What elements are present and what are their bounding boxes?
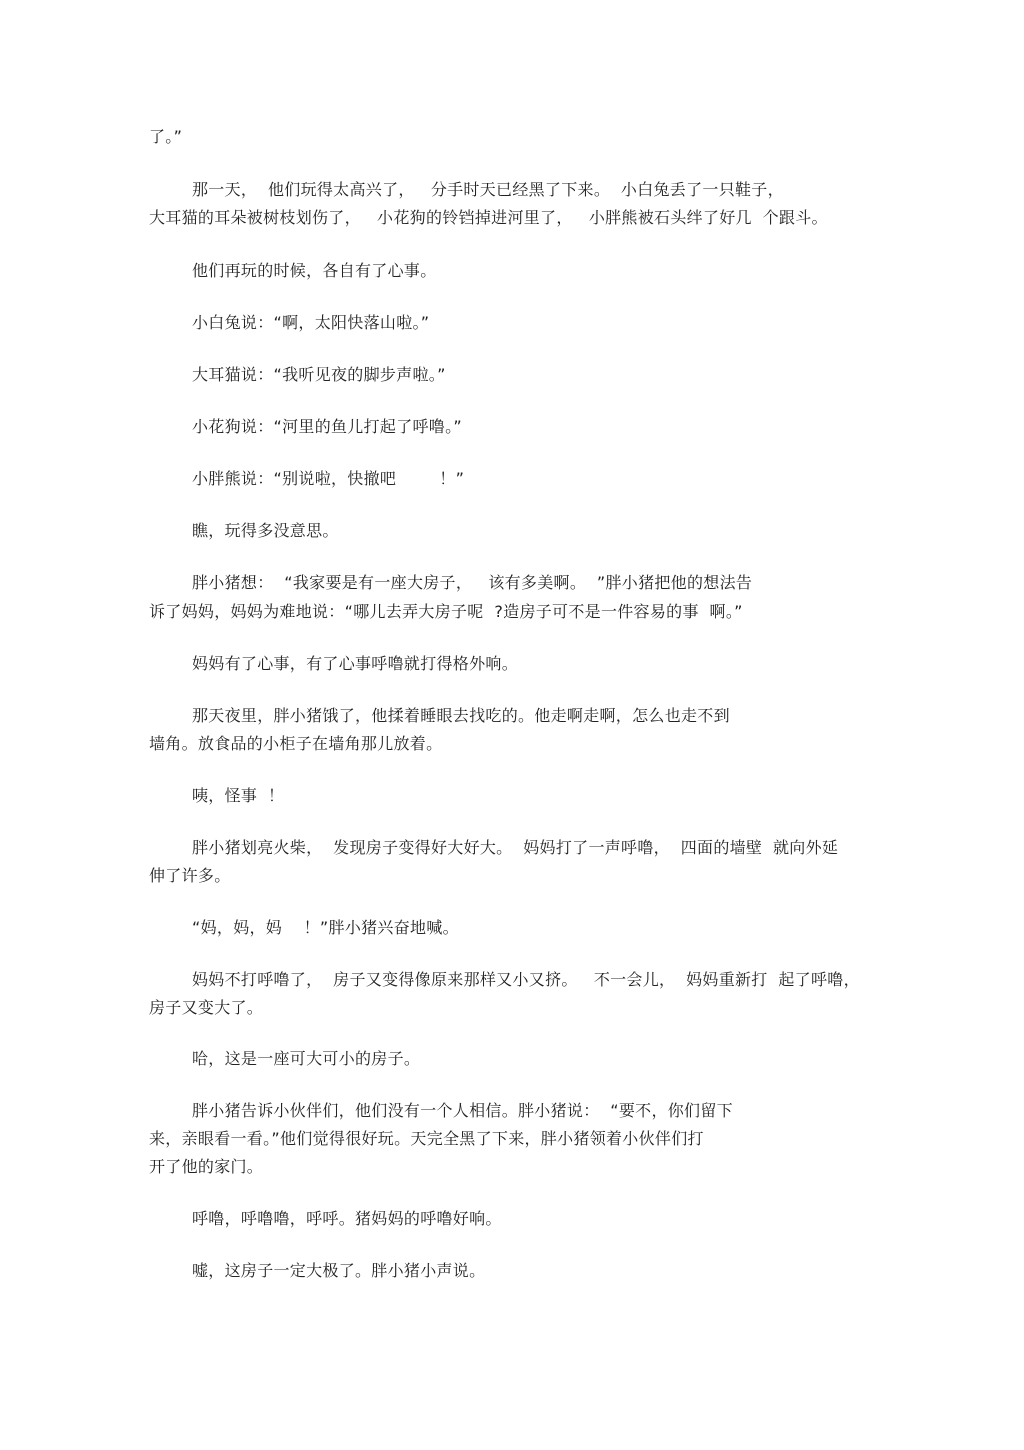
paragraph-line: 那一天， 他们玩得太高兴了， 分手时天已经黑了下来。 小白兔丢了一只鞋子， [192,180,784,199]
paragraph-line: 来，亲眼看一看。”他们觉得很好玩。天完全黑了下来，胖小猪领着小伙伴们打 [149,1129,704,1148]
paragraph-line: 胖小猪想： “我家要是有一座大房子， 该有多美啊。 ”胖小猪把他的想法告 [192,573,753,592]
paragraph-line: 小白兔说：“啊，太阳快落山啦。” [192,313,430,332]
paragraph-line: 开了他的家门。 [149,1157,264,1176]
paragraph-line: 小花狗说：“河里的鱼儿打起了呼噜。” [192,417,462,436]
paragraph-line: 他们再玩的时候，各自有了心事。 [192,261,437,280]
paragraph-line: 哈，这是一座可大可小的房子。 [192,1049,421,1068]
paragraph-line: 胖小猪告诉小伙伴们，他们没有一个人相信。胖小猪说： “要不，你们留下 [192,1101,733,1120]
paragraph-line: 妈妈有了心事，有了心事呼噜就打得格外响。 [192,654,519,673]
paragraph-line: 那天夜里，胖小猪饿了，他揉着睡眼去找吃的。他走啊走啊，怎么也走不到 [192,706,730,725]
paragraph-line: 嘘，这房子一定大极了。胖小猪小声说。 [192,1261,486,1280]
paragraph-line: 大耳猫的耳朵被树枝划伤了， 小花狗的铃铛掉进河里了， 小胖熊被石头绊了好几 个跟斗。 [149,208,828,227]
paragraph-line: 大耳猫说：“我听见夜的脚步声啦。” [192,365,446,384]
paragraph-line: 呼噜，呼噜噜，呼呼。猪妈妈的呼噜好响。 [192,1209,502,1228]
paragraph-line: 墙角。放食品的小柜子在墙角那儿放着。 [149,734,443,753]
paragraph-line: 胖小猪划亮火柴， 发现房子变得好大好大。 妈妈打了一声呼噜， 四面的墙壁 就向外延 [192,838,839,857]
paragraph-line: 伸了许多。 [149,866,231,885]
text-line: 了。” [149,127,183,146]
paragraph-line: 房子又变大了。 [149,998,264,1017]
paragraph-line: 瞧，玩得多没意思。 [192,521,339,540]
paragraph-line: 妈妈不打呼噜了， 房子又变得像原来那样又小又挤。 不一会儿， 妈妈重新打 起了呼噜， [192,970,860,989]
paragraph-line: 小胖熊说：“别说啦，快撤吧 ！” [192,469,465,488]
paragraph-line: “妈，妈，妈 ！”胖小猪兴奋地喊。 [192,918,459,937]
paragraph-line: 诉了妈妈，妈妈为难地说：“哪儿去弄大房子呢 ?造房子可不是一件容易的事 啊。” [149,602,743,621]
paragraph-line: 咦，怪事 ！ [192,786,285,805]
